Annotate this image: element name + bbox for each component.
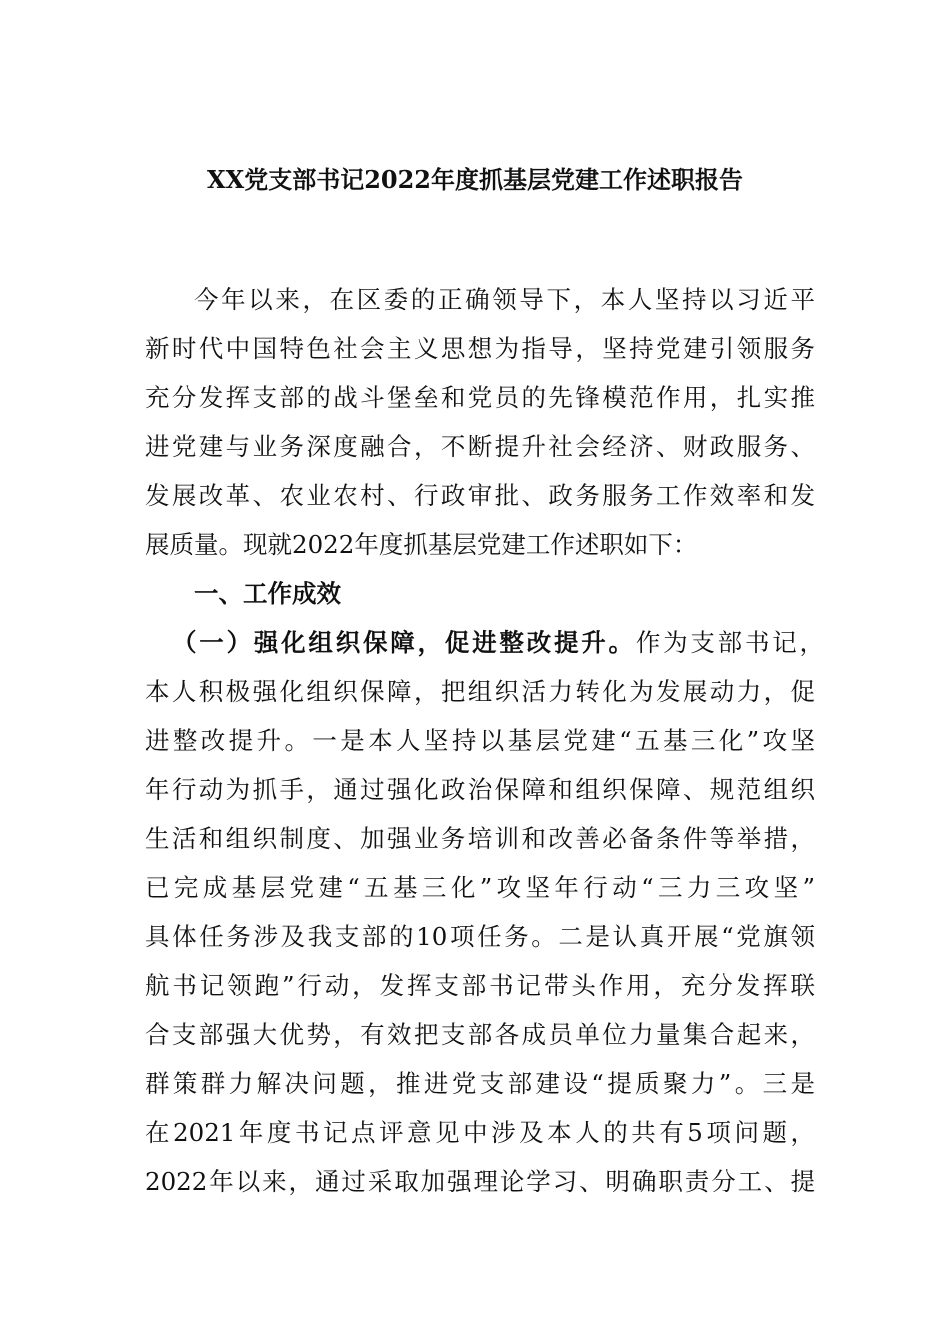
body-line: 群策群力解决问题，推进党支部建设“提质聚力”。三是 <box>145 1069 815 1098</box>
body-line: 进整改提升。一是本人坚持以基层党建“五基三化”攻坚 <box>145 726 815 755</box>
subsection-first-line-text: 作为支部书记， <box>635 628 825 657</box>
body-line: 已完成基层党建“五基三化”攻坚年行动“三力三攻坚” <box>145 873 815 902</box>
intro-line: 今年以来，在区委的正确领导下，本人坚持以习近平 <box>194 285 815 314</box>
body-line: 航书记领跑”行动，发挥支部书记带头作用，充分发挥联 <box>145 971 815 1000</box>
intro-line: 进党建与业务深度融合，不断提升社会经济、财政服务、 <box>145 432 815 461</box>
body-line: 在2021年度书记点评意见中涉及本人的共有5项问题， <box>145 1118 815 1147</box>
body-line: 2022年以来，通过采取加强理论学习、明确职责分工、提 <box>145 1167 815 1196</box>
subsection-heading: （一）强化组织保障，促进整改提升。 <box>172 628 636 657</box>
intro-line: 充分发挥支部的战斗堡垒和党员的先锋模范作用，扎实推 <box>145 383 815 412</box>
intro-line: 发展改革、农业农村、行政审批、政务服务工作效率和发 <box>145 481 815 510</box>
document-title: XX党支部书记2022年度抓基层党建工作述职报告 <box>206 165 744 194</box>
body-line: 合支部强大优势，有效把支部各成员单位力量集合起来， <box>145 1020 815 1049</box>
body-line: 具体任务涉及我支部的10项任务。二是认真开展“党旗领 <box>145 922 815 951</box>
intro-line: 新时代中国特色社会主义思想为指导，坚持党建引领服务 <box>145 334 815 363</box>
body-line: 生活和组织制度、加强业务培训和改善必备条件等举措， <box>145 824 815 853</box>
section-heading: 一、工作成效 <box>194 579 341 608</box>
body-line: 年行动为抓手，通过强化政治保障和组织保障、规范组织 <box>145 775 815 804</box>
subsection-first-line <box>172 625 824 661</box>
body-line: 本人积极强化组织保障，把组织活力转化为发展动力，促 <box>145 677 815 706</box>
intro-line: 展质量。现就2022年度抓基层党建工作述职如下： <box>145 530 698 559</box>
